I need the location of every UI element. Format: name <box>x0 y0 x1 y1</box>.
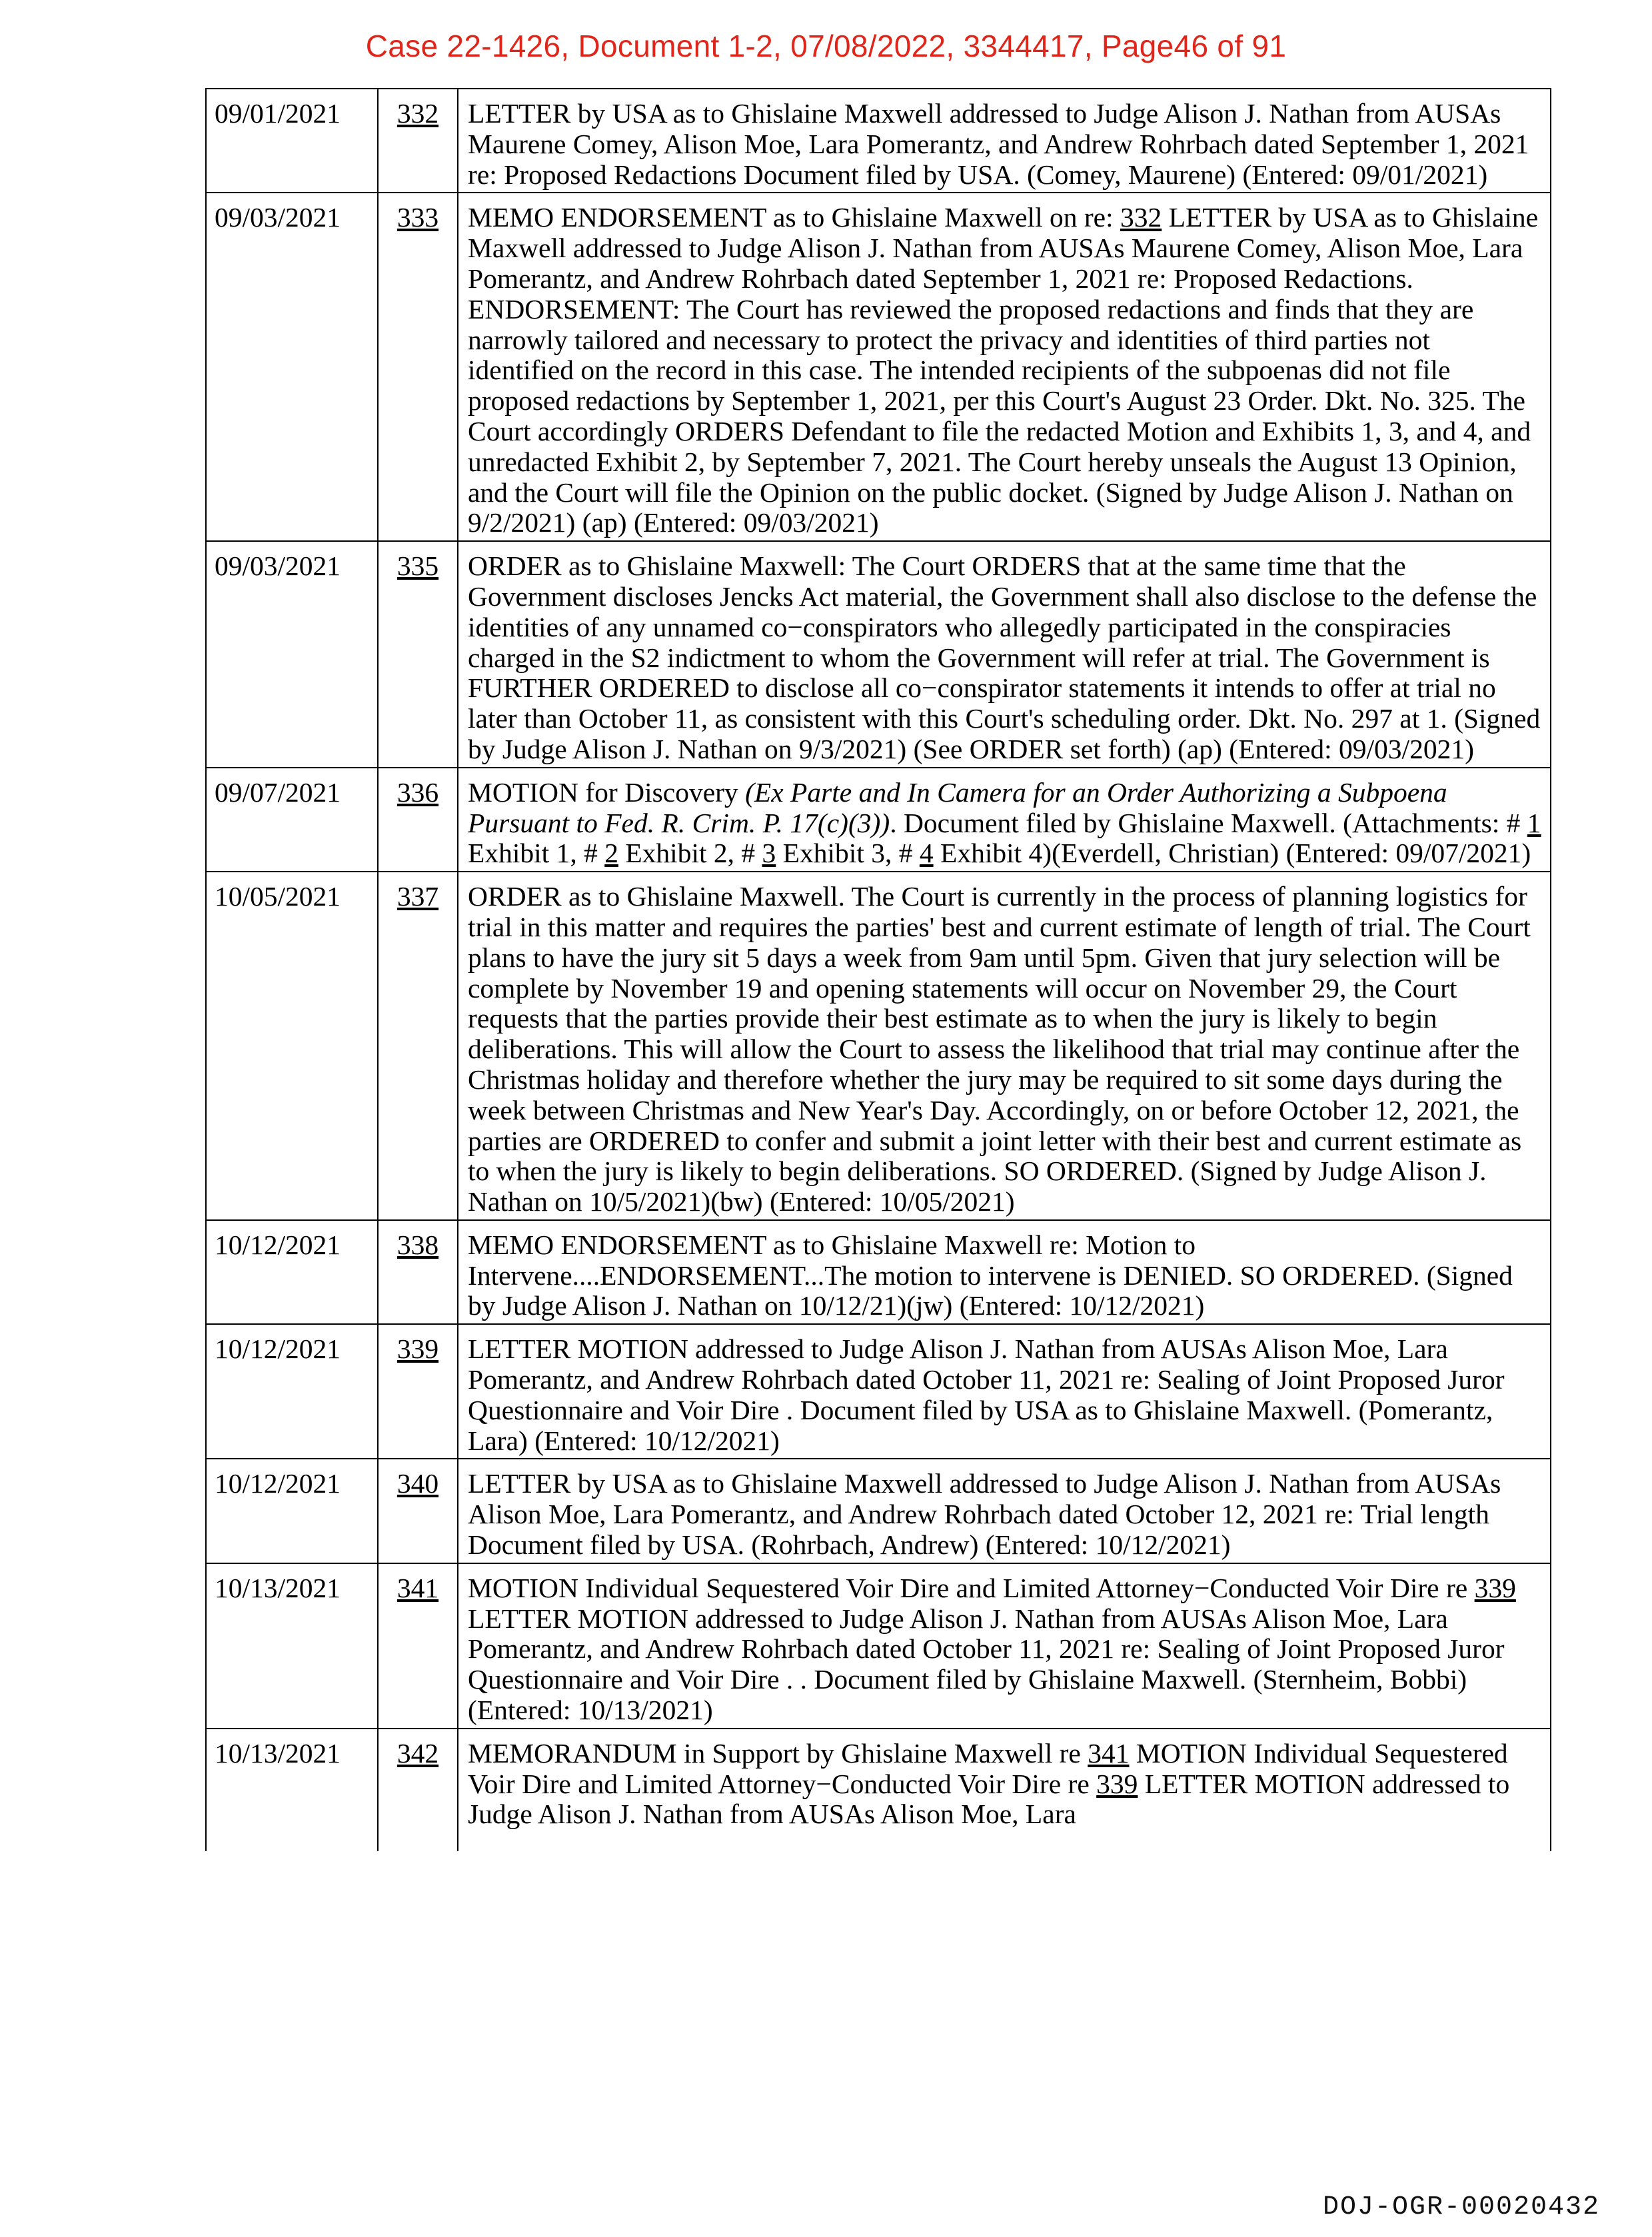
entry-date: 10/12/2021 <box>206 1459 378 1563</box>
entry-number <box>378 193 458 541</box>
entry-number-link[interactable]: 337 <box>397 881 439 912</box>
entry-number-link[interactable]: 339 <box>397 1333 439 1365</box>
entry-number-link[interactable]: 338 <box>397 1229 439 1260</box>
docket-entry-340 <box>206 1459 1551 1563</box>
entry-text: ORDER as to Ghislaine Maxwell: The Court ORDERS that at the same time that the Government discloses Jencks Act material, the Government shall also disclose to the defense the identities of any unnamed co−conspirators who allegedly participated in the conspiracies charged in the S2 indictment to whom the Government will refer at trial. The Government is FURTHER ORDERED to disclose all co−conspirator statements it intends to offer at trial no later than October 11, as consistent with this Court's scheduling order. Dkt. No. 297 at 1. (Signed by Judge Alison J. Nathan on 9/3/2021) (See ORDER set forth) (ap) (Entered: 09/03/2021) <box>458 541 1551 768</box>
entry-text <box>458 768 1551 872</box>
entry-date: 09/01/2021 <box>206 89 378 193</box>
entry-text <box>458 1563 1551 1729</box>
entry-text: LETTER by USA as to Ghislaine Maxwell addressed to Judge Alison J. Nathan from AUSAs Alison Moe, Lara Pomerantz, and Andrew Rohrbach dated October 12, 2021 re: Trial length Document filed by USA. (Rohrbach, Andrew) (Entered: 10/12/2021) <box>458 1459 1551 1563</box>
docket-reference-link[interactable]: 339 <box>1474 1572 1516 1603</box>
entry-date: 10/12/2021 <box>206 1220 378 1324</box>
entry-text-part: MEMORANDUM in Support by Ghislaine Maxwell re <box>468 1737 1088 1769</box>
docket-entry-332 <box>206 89 1551 193</box>
docket-entry-333 <box>206 193 1551 541</box>
entry-number-link[interactable]: 340 <box>397 1468 439 1499</box>
attachment-link-4[interactable]: 4 <box>919 838 934 869</box>
entry-date: 10/13/2021 <box>206 1729 378 1851</box>
entry-text: LETTER MOTION addressed to Judge Alison J. Nathan from AUSAs Alison Moe, Lara Pomerantz, and Andrew Rohrbach dated October 11, 2021 re: Sealing of Joint Proposed Juror Questionnaire and Voir Dire . Document filed by USA as to Ghislaine Maxwell. (Pomerantz, Lara) (Entered: 10/12/2021) <box>458 1324 1551 1459</box>
entry-text-part: Exhibit 1, # <box>468 838 605 869</box>
entry-number-link[interactable]: 332 <box>397 98 439 129</box>
attachment-link-2[interactable]: 2 <box>604 838 618 869</box>
docket-entry-339 <box>206 1324 1551 1459</box>
case-header: Case 22-1426, Document 1-2, 07/08/2022, 3344417, Page46 of 91 <box>365 29 1287 63</box>
entry-text-part: LETTER by USA as to Ghislaine Maxwell addressed to Judge Alison J. Nathan from AUSAs Maurene Comey, Alison Moe, Lara Pomerantz, and Andrew Rohrbach dated September 1, 2021 re: Proposed Redactions. ENDORSEMENT: The Court has reviewed the proposed redactions and finds that they are narrowly tailored and necessary to protect the privacy and identities of third parties not identified on the record in this case. The intended recipients of the subpoenas did not file proposed redactions by September 1, 2021, per this Court's August 23 Order. Dkt. No. 325. The Court accordingly ORDERS Defendant to file the redacted Motion and Exhibits 1, 3, and 4, and unredacted Exhibit 2, by September 7, 2021. The Court hereby unseals the August 13 Opinion, and the Court will file the Opinion on the public docket. (Signed by Judge Alison J. Nathan on 9/2/2021) (ap) (Entered: 09/03/2021) <box>468 202 1539 538</box>
bates-number: DOJ-OGR-00020432 <box>1322 2192 1600 2222</box>
docket-entry-336 <box>206 768 1551 872</box>
entry-number <box>378 768 458 872</box>
entry-text-part: LETTER MOTION addressed to Judge Alison J. Nathan from AUSAs Alison Moe, Lara <box>468 1768 1510 1830</box>
entry-text-italic: (Ex Parte and In Camera for an Order Authorizing a Subpoena Pursuant to Fed. R. Crim. P. 17(c)(3)) <box>468 776 1447 838</box>
entry-text-part: . Document filed by Ghislaine Maxwell. (Attachments: # <box>890 807 1527 838</box>
docket-entry-337 <box>206 872 1551 1220</box>
entry-text-part: LETTER MOTION addressed to Judge Alison J. Nathan from AUSAs Alison Moe, Lara Pomerantz, and Andrew Rohrbach dated October 11, 2021 re: Sealing of Joint Proposed Juror Questionnaire and Voir Dire . . Document filed by Ghislaine Maxwell. (Sternheim, Bobbi) (Entered: 10/13/2021) <box>468 1603 1505 1726</box>
entry-number <box>378 89 458 193</box>
entry-text-part: Exhibit 2, # <box>618 838 762 869</box>
entry-number-link[interactable]: 341 <box>397 1572 439 1603</box>
entry-number <box>378 872 458 1220</box>
entry-text: LETTER by USA as to Ghislaine Maxwell addressed to Judge Alison J. Nathan from AUSAs Maurene Comey, Alison Moe, Lara Pomerantz, and Andrew Rohrbach dated September 1, 2021 re: Proposed Redactions Document filed by USA. (Comey, Maurene) (Entered: 09/01/2021) <box>458 89 1551 193</box>
entry-text <box>458 193 1551 541</box>
entry-date: 09/03/2021 <box>206 193 378 541</box>
entry-number-link[interactable]: 333 <box>397 202 439 233</box>
entry-text-part: MOTION Individual Sequestered Voir Dire and Limited Attorney−Conducted Voir Dire re <box>468 1737 1508 1799</box>
entry-text-part: MEMO ENDORSEMENT as to Ghislaine Maxwell on re: <box>468 202 1120 233</box>
attachment-link-1[interactable]: 1 <box>1527 807 1541 838</box>
docket-table <box>205 88 1551 1851</box>
entry-text-part: MOTION Individual Sequestered Voir Dire and Limited Attorney−Conducted Voir Dire re <box>468 1572 1475 1603</box>
attachment-link-3[interactable]: 3 <box>762 838 776 869</box>
entry-date: 10/13/2021 <box>206 1563 378 1729</box>
entry-text: MEMO ENDORSEMENT as to Ghislaine Maxwell re: Motion to Intervene....ENDORSEMENT...The motion to intervene is DENIED. SO ORDERED. (Signed by Judge Alison J. Nathan on 10/12/21)(jw) (Entered: 10/12/2021) <box>458 1220 1551 1324</box>
entry-number-link[interactable]: 335 <box>397 550 439 582</box>
docket-entry-341 <box>206 1563 1551 1729</box>
entry-number <box>378 1220 458 1324</box>
entry-date: 09/07/2021 <box>206 768 378 872</box>
docket-reference-link[interactable]: 332 <box>1120 202 1162 233</box>
entry-text-part: Exhibit 3, # <box>776 838 920 869</box>
entry-number-link[interactable]: 342 <box>397 1737 439 1769</box>
docket-entry-335 <box>206 541 1551 768</box>
entry-number <box>378 1729 458 1851</box>
entry-date: 10/12/2021 <box>206 1324 378 1459</box>
entry-number <box>378 1459 458 1563</box>
entry-number-link[interactable]: 336 <box>397 776 439 808</box>
docket-reference-link[interactable]: 339 <box>1096 1768 1138 1799</box>
entry-date: 10/05/2021 <box>206 872 378 1220</box>
entry-number <box>378 541 458 768</box>
entry-text-part: Exhibit 4)(Everdell, Christian) (Entered: 09/07/2021) <box>933 838 1531 869</box>
entry-text: ORDER as to Ghislaine Maxwell. The Court is currently in the process of planning logistics for trial in this matter and requires the parties' best and current estimate of length of trial. The Court plans to have the jury sit 5 days a week from 9am until 5pm. Given that jury selection will be complete by November 19 and opening statements will occur on November 29, the Court requests that the parties provide their best estimate as to when the jury is likely to begin deliberations. This will allow the Court to assess the likelihood that trial may continue after the Christmas holiday and therefore whether the jury may be required to sit some days during the week between Christmas and New Year's Day. Accordingly, on or before October 12, 2021, the parties are ORDERED to confer and submit a joint letter with their best and current estimate as to when the jury is likely to begin deliberations. SO ORDERED. (Signed by Judge Alison J. Nathan on 10/5/2021)(bw) (Entered: 10/05/2021) <box>458 872 1551 1220</box>
docket-reference-link[interactable]: 341 <box>1088 1737 1130 1769</box>
docket-entry-342 <box>206 1729 1551 1851</box>
entry-text <box>458 1729 1551 1851</box>
entry-number <box>378 1563 458 1729</box>
entry-date: 09/03/2021 <box>206 541 378 768</box>
entry-number <box>378 1324 458 1459</box>
docket-entry-338 <box>206 1220 1551 1324</box>
entry-text-part: MOTION for Discovery <box>468 776 746 808</box>
